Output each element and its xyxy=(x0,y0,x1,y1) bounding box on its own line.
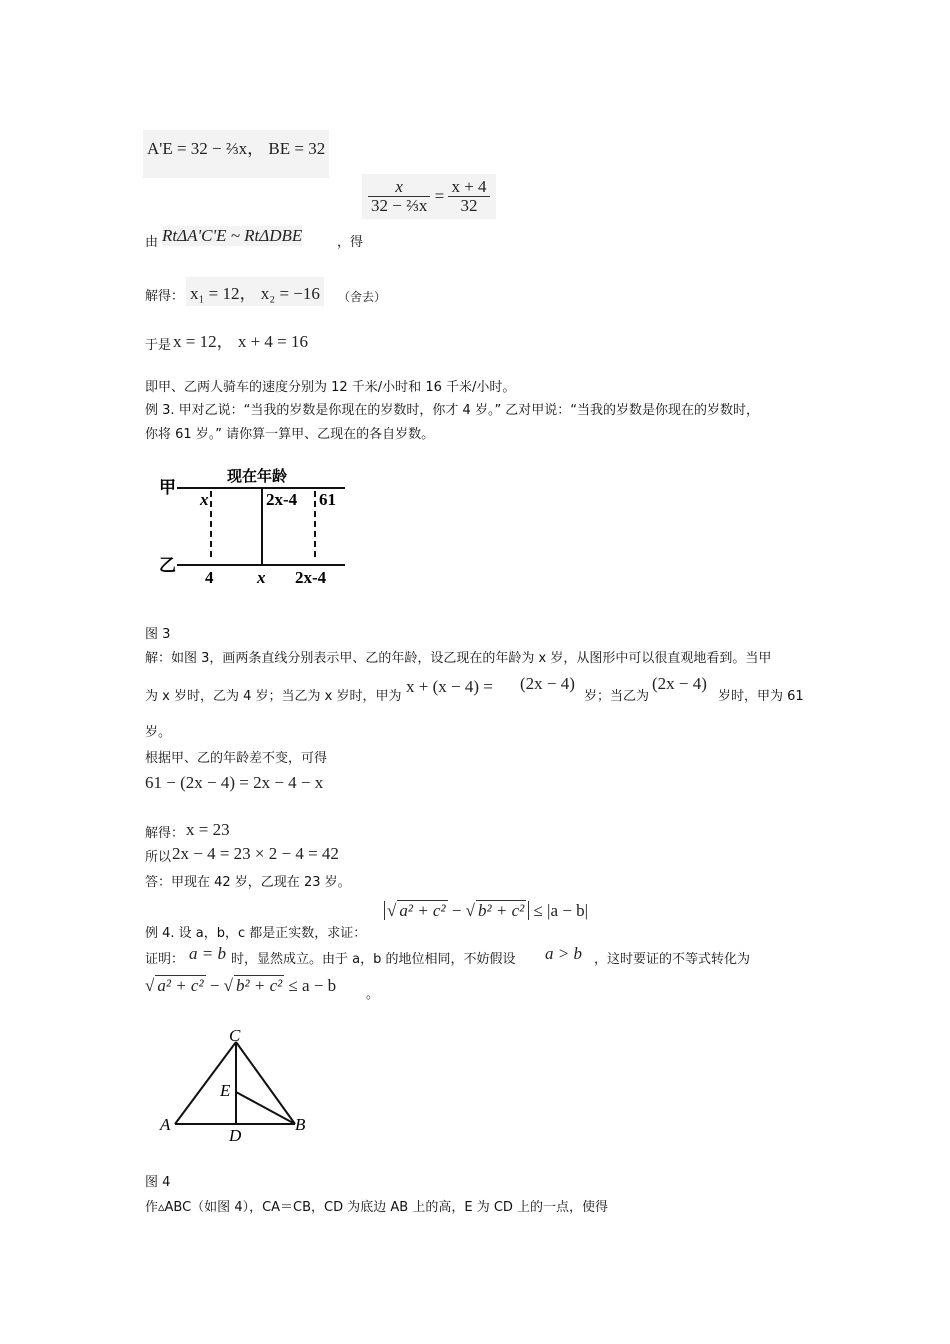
fig3-top-61: 61 xyxy=(319,490,336,509)
fig3-bot-4: 4 xyxy=(205,568,214,587)
text-proof-end: ，这时要证的不等式转化为 xyxy=(594,952,751,967)
fig3-row-jia: 甲 xyxy=(159,478,176,497)
equation-ae-be: A'E = 32 − ⅔x， BE = 32 xyxy=(143,130,329,178)
fig3-row-yi: 乙 xyxy=(159,556,176,575)
fig3-bot-x: x xyxy=(257,568,266,587)
text-solution-line2b: 岁；当乙为 xyxy=(584,689,650,704)
expr-a-gt-b: a > b xyxy=(545,944,582,963)
text-you: 由 xyxy=(145,235,159,250)
proportion-equation: $\frac{x}{\text{32 − ⅔x}}$ = $\frac{x + 4}{32}$ xyxy=(362,174,496,219)
figure-4-triangle xyxy=(155,1028,325,1148)
fig4-label-c: C xyxy=(229,1028,241,1045)
inequality-transformed: √ a² + c² − √ b² + c² ≤ a − b xyxy=(145,976,337,995)
text-solution-line2c: 岁时，甲为 61 xyxy=(718,689,804,704)
expr-x-plus: x + (x − 4) = xyxy=(406,677,493,696)
text-proof-mid: 时，显然成立。由于 a，b 的地位相同，不妨假设 xyxy=(231,952,516,967)
text-discard: （舍去） xyxy=(338,290,387,304)
fig3-top-2x4: 2x-4 xyxy=(266,490,298,509)
text-solution-line1: 解：如图 3，画两条直线分别表示甲、乙的年龄，设乙现在的年龄为 x 岁，从图形中可以很直观地看到。当甲 xyxy=(145,651,772,666)
equation-age-diff: 61 − (2x − 4) = 2x − 4 − x xyxy=(145,773,324,792)
figure-3-caption: 图 3 xyxy=(145,627,171,642)
text-construction: 作▵ABC（如图 4），CA＝CB，CD 为底边 AB 上的高，E 为 CD 上的一点，使得 xyxy=(145,1200,609,1215)
text-proof-prefix: 证明： xyxy=(145,952,185,967)
fig4-label-a: A xyxy=(160,1115,171,1134)
text-solve-2: 解得： xyxy=(145,826,185,841)
equation-x12: x = 12， x + 4 = 16 xyxy=(173,332,309,351)
fig4-label-e: E xyxy=(220,1081,231,1100)
expr-2x-4-a: (2x − 4) xyxy=(520,674,575,693)
fig4-label-d: D xyxy=(229,1126,242,1145)
expr-2x-4-b: (2x − 4) xyxy=(652,674,707,693)
figure-3-age-diagram xyxy=(155,463,355,593)
fig4-side-cb xyxy=(236,1042,295,1124)
fig3-bot-2x4: 2x-4 xyxy=(295,568,327,587)
text-so: 所以 xyxy=(145,850,172,865)
fig3-top-x: x xyxy=(200,490,209,509)
similar-triangles-relation: RtΔA'C'E ~ RtΔDBE xyxy=(162,226,303,245)
fig3-title: 现在年龄 xyxy=(227,469,288,485)
text-de: ，得 xyxy=(337,235,364,250)
equation-roots: x₁ = 12， x₂ = −16 xyxy=(186,277,324,306)
text-yushi: 于是 xyxy=(145,338,172,353)
equation-42: 2x − 4 = 23 × 2 − 4 = 42 xyxy=(172,844,339,863)
text-example3-line2: 你将 61 岁。” 请你算一算甲、乙现在的各自岁数。 xyxy=(145,427,435,442)
text-age-difference: 根据甲、乙的年龄差不变，可得 xyxy=(145,751,328,766)
figure-4-caption: 图 4 xyxy=(145,1175,171,1190)
fig4-segment-eb xyxy=(236,1092,295,1124)
text-example4: 例 4. 设 a，b，c 都是正实数，求证： xyxy=(145,926,367,941)
text-solution-line3: 岁。 xyxy=(145,725,172,740)
text-example3-line1: 例 3. 甲对乙说：“当我的岁数是你现在的岁数时，你才 4 岁。” 乙对甲说：“当我的岁数是你现在的岁数时， xyxy=(145,403,760,418)
text-period: 。 xyxy=(366,987,380,1002)
text-solution-line2a: 为 x 岁时，乙为 4 岁；当乙为 x 岁时，甲为 xyxy=(145,689,402,704)
text-solve: 解得： xyxy=(145,289,185,304)
expr-a-eq-b: a = b xyxy=(189,944,226,963)
text-answer: 答：甲现在 42 岁，乙现在 23 岁。 xyxy=(145,875,351,890)
inequality-example4: √ a² + c² − √ b² + c² ≤ |a − b| xyxy=(384,900,588,921)
fig4-label-b: B xyxy=(295,1115,306,1134)
equation-x23: x = 23 xyxy=(186,820,230,839)
text-speed-result: 即甲、乙两人骑车的速度分别为 12 千米/小时和 16 千米/小时。 xyxy=(145,380,516,395)
